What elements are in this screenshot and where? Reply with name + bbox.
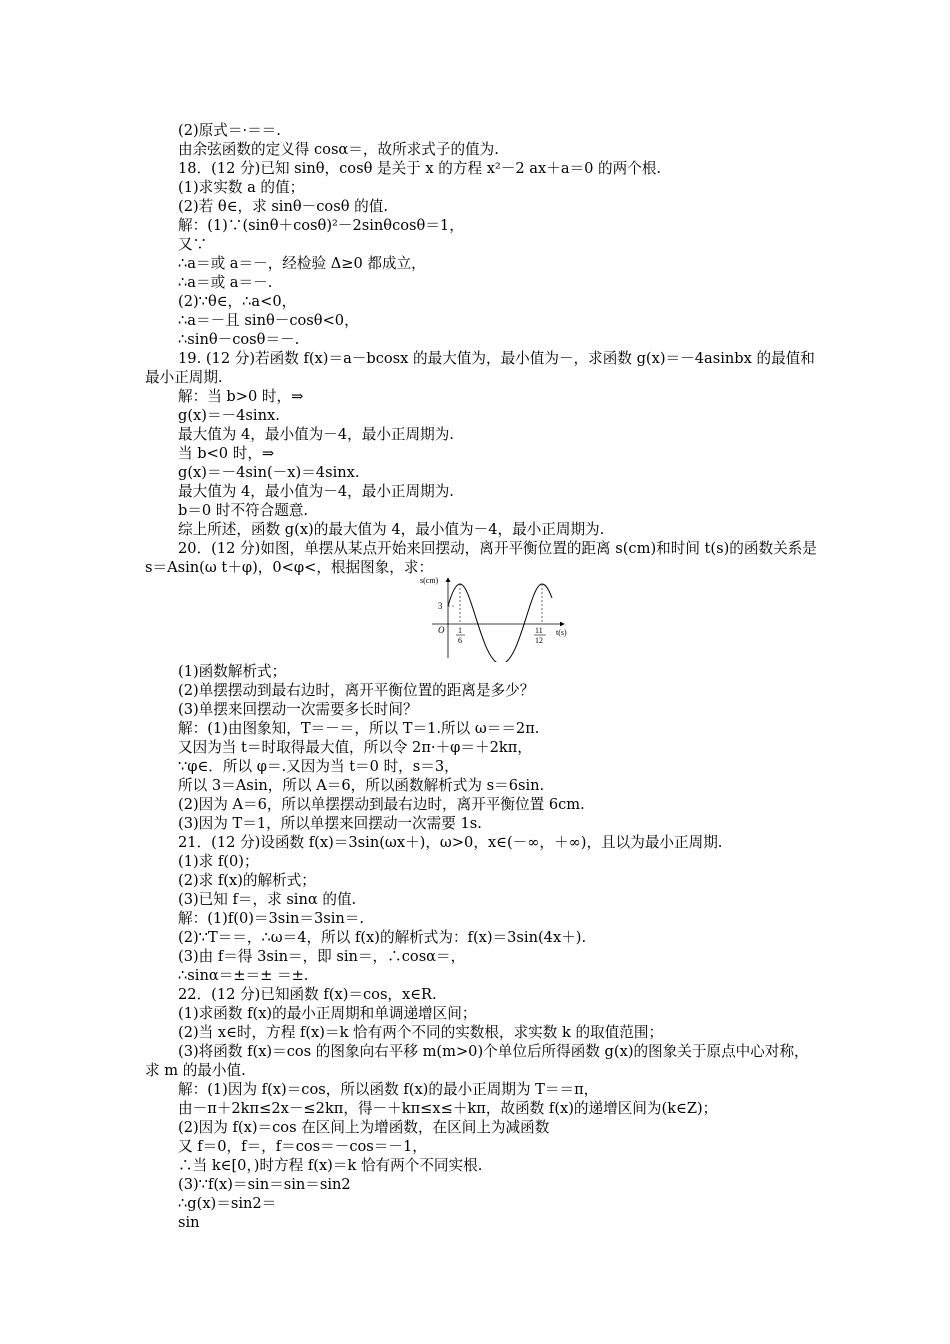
y-axis-label: s(cm) xyxy=(420,576,439,585)
problem-18: 18．(12 分)已知 sinθ，cosθ 是关于 x 的方程 x²－2 ax＋a＝0 的两个根. xyxy=(178,160,662,177)
y-tick-label: 3 xyxy=(438,601,443,611)
text-line: (2)原式＝·＝＝. xyxy=(178,122,281,139)
problem-20: 20．(12 分)如图，单摆从某点开始来回摆动，离开平衡位置的距离 s(cm)和时间 t(s)的函数关系是 s＝Asin(ω t＋φ)，0<φ<，根据图象，求： xyxy=(145,540,817,576)
sine-curve xyxy=(448,584,552,662)
text-line: ∴g(x)＝sin2＝ xyxy=(178,1195,277,1212)
pendulum-graph xyxy=(418,572,578,662)
text-line: ∴a＝－且 sinθ－cosθ<0， xyxy=(178,312,359,329)
text-line: (1)函数解析式； xyxy=(178,663,287,680)
text-line: (3)将函数 f(x)＝cos 的图象向右平移 m(m>0)个单位后所得函数 g(x)的图象关于原点中心对称，求 m 的最小值. xyxy=(145,1043,809,1079)
x-tick-numerator: 11 xyxy=(535,626,543,635)
text-line: (3)因为 T＝1，所以单摆来回摆动一次需要 1s. xyxy=(178,815,482,832)
text-line: (2)∵θ∈，∴a<0， xyxy=(178,293,297,310)
text-line: g(x)＝－4sin(－x)＝4sinx. xyxy=(178,464,360,481)
problem-22: 22．(12 分)已知函数 f(x)＝cos，x∈R. xyxy=(178,986,437,1003)
solution-20: 解：(1)由图象知，T＝－＝，所以 T＝1.所以 ω＝＝2π. xyxy=(178,720,540,737)
problem-21: 21．(12 分)设函数 f(x)＝3sin(ωx＋)，ω>0，x∈(－∞，＋∞)，且以为最小正周期. xyxy=(178,834,723,851)
text-line: (2)单摆摆动到最右边时，离开平衡位置的距离是多少？ xyxy=(178,682,535,699)
origin-label: O xyxy=(438,625,445,635)
text-line: (3)已知 f＝，求 sinα 的值. xyxy=(178,891,357,908)
text-line: ∴当 k∈[0，)时方程 f(x)＝k 恰有两个不同实根. xyxy=(178,1157,483,1174)
text-line: 又因为当 t＝时取得最大值，所以令 2π·＋φ＝＋2kπ， xyxy=(178,739,532,756)
text-line: (2)∵T＝＝，∴ω＝4，所以 f(x)的解析式为：f(x)＝3sin(4x＋). xyxy=(178,929,587,946)
text-line: (1)求 f(0)； xyxy=(178,853,259,870)
text-line: 又∵ xyxy=(178,236,208,253)
text-line: (3)由 f＝得 3sin＝，即 sin＝，∴cosα＝， xyxy=(178,948,466,965)
x-axis-label: t(s) xyxy=(556,628,567,637)
text-line: (1)求函数 f(x)的最小正周期和单调递增区间； xyxy=(178,1005,477,1022)
text-line: (2)当 x∈时，方程 f(x)＝k 恰有两个不同的实数根，求实数 k 的取值范围； xyxy=(178,1024,664,1041)
text-line: 最大值为 4，最小值为－4，最小正周期为. xyxy=(178,426,454,443)
text-line: 由－π＋2kπ≤2x－≤2kπ，得－＋kπ≤x≤＋kπ，故函数 f(x)的递增区间为(k∈Z)； xyxy=(178,1100,718,1117)
text-line: 由余弦函数的定义得 cosα＝，故所求式子的值为. xyxy=(178,141,499,158)
text-line: (2)因为 f(x)＝cos 在区间上为增函数，在区间上为减函数 xyxy=(178,1119,550,1136)
text-line: (2)若 θ∈，求 sinθ－cosθ 的值. xyxy=(178,198,388,215)
text-line: g(x)＝－4sinx. xyxy=(178,407,280,424)
solution-18: 解：(1)∵(sinθ＋cosθ)²－2sinθcosθ＝1， xyxy=(178,217,464,234)
solution-21: 解：(1)f(0)＝3sin＝3sin＝. xyxy=(178,910,365,927)
text-line: (3)∵f(x)＝sin＝sin＝sin2 xyxy=(178,1176,351,1193)
solution-19: 解：当 b>0 时，⇒ xyxy=(178,388,304,405)
text-line: ∵φ∈．所以 φ＝.又因为当 t＝0 时，s＝3， xyxy=(178,758,459,775)
text-line: (2)求 f(x)的解析式； xyxy=(178,872,316,889)
text-line: (1)求实数 a 的值； xyxy=(178,179,305,196)
text-line: ∴a＝或 a＝－，经检验 Δ≥0 都成立， xyxy=(178,255,426,272)
text-line: (3)单摆来回摆动一次需要多长时间？ xyxy=(178,701,418,718)
x-tick-denominator: 12 xyxy=(535,636,543,645)
text-line: ∴sinθ－cosθ＝－. xyxy=(178,331,300,348)
solution-22: 解：(1)因为 f(x)＝cos，所以函数 f(x)的最小正周期为 T＝＝π， xyxy=(178,1081,599,1098)
text-line: b＝0 时不符合题意. xyxy=(178,502,309,519)
text-line: 所以 3＝Asin，所以 A＝6，所以函数解析式为 s＝6sin. xyxy=(178,777,545,794)
x-tick-numerator: 1 xyxy=(458,626,462,635)
problem-19: 19. (12 分)若函数 f(x)＝a－bcosx 的最大值为，最小值为－，求函数 g(x)＝－4asinbx 的最值和最小正周期. xyxy=(145,350,815,386)
text-line: ∴sinα＝±＝± ＝±. xyxy=(178,967,309,984)
text-line: 当 b<0 时，⇒ xyxy=(178,445,275,462)
text-line: 最大值为 4，最小值为－4，最小正周期为. xyxy=(178,483,454,500)
text-line: (2)因为 A＝6，所以单摆摆动到最右边时，离开平衡位置 6cm. xyxy=(178,796,585,813)
text-line: sin xyxy=(178,1214,200,1231)
text-line: 又 f＝0，f＝，f＝cos＝－cos＝－1， xyxy=(178,1138,427,1155)
x-tick-denominator: 6 xyxy=(458,636,462,645)
text-line: 综上所述，函数 g(x)的最大值为 4，最小值为－4，最小正周期为. xyxy=(178,521,605,538)
text-line: ∴a＝或 a＝－. xyxy=(178,274,273,291)
